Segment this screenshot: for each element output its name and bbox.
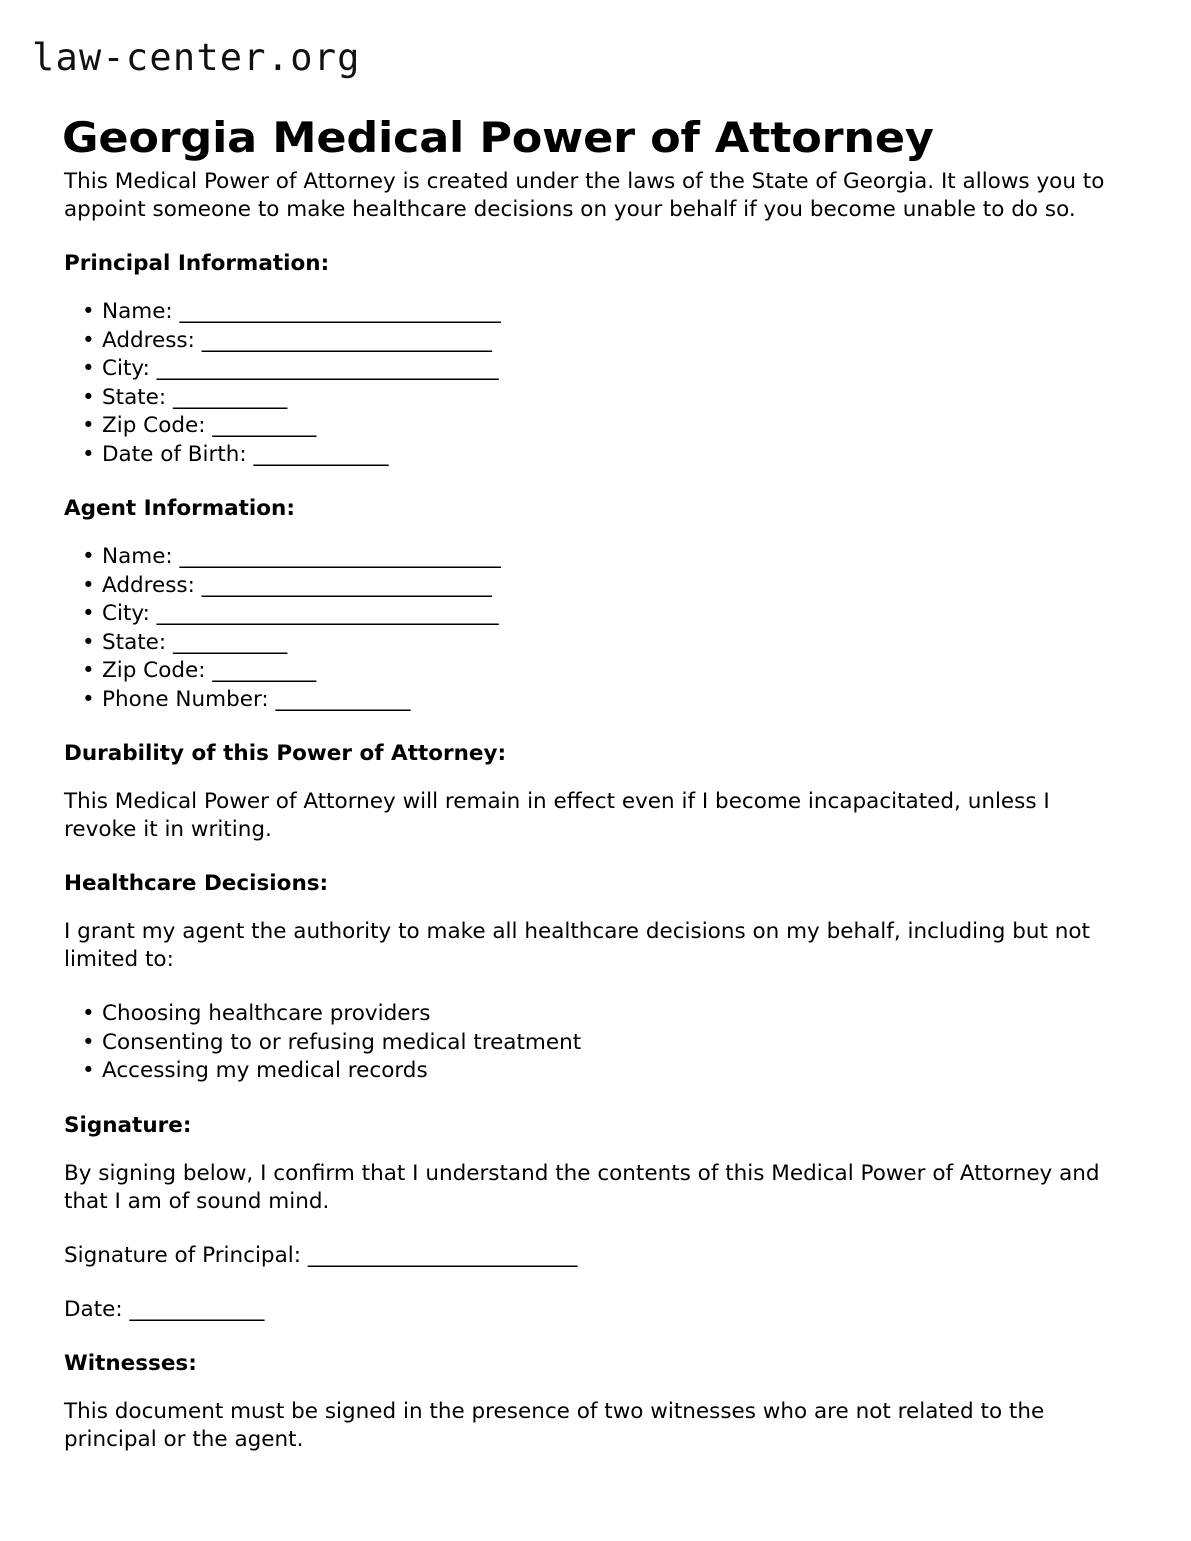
field-label: Name: — [102, 544, 173, 569]
list-item — [102, 600, 1127, 629]
list-item: • Consenting to or refusing medical treatment — [102, 1029, 1127, 1058]
field-label: City: — [102, 356, 150, 381]
list-item — [102, 686, 1127, 715]
field-blank[interactable]: ____________________________ — [201, 572, 492, 598]
section-heading-principal-information: Principal Information: — [64, 251, 330, 276]
signature-date-label: Date: — [64, 1296, 123, 1322]
signature-paragraph: By signing below, I confirm that I understand the contents of this Medical Power of Attorney and that I am of sound mind. — [64, 1160, 1100, 1214]
field-label: Zip Code: — [102, 413, 206, 438]
healthcare-paragraph: I grant my agent the authority to make all healthcare decisions on my behalf, including but not limited to: — [64, 919, 1090, 972]
field-blank[interactable]: _______________________________ — [179, 544, 501, 569]
section-heading-durability: Durability of this Power of Attorney: — [64, 741, 507, 766]
section-heading-agent-information: Agent Information: — [64, 496, 295, 521]
field-label: State: — [102, 384, 167, 410]
list-item — [102, 657, 1127, 686]
field-blank[interactable]: ___________ — [173, 629, 287, 655]
section-heading-healthcare-decisions: Healthcare Decisions: — [64, 871, 329, 896]
list-item — [102, 629, 1127, 658]
field-blank[interactable]: ___________ — [173, 384, 287, 410]
field-label: State: — [102, 629, 167, 655]
field-blank[interactable]: _____________ — [253, 441, 389, 467]
list-item: • Accessing my medical records — [102, 1057, 1127, 1086]
list-item — [102, 543, 1127, 572]
signature-of-principal-line — [64, 1242, 1127, 1270]
document-body — [64, 168, 1127, 1480]
list-item — [102, 384, 1127, 413]
field-label: City: — [102, 601, 150, 626]
principal-field-list — [64, 298, 1127, 469]
list-item — [102, 572, 1127, 601]
field-blank[interactable]: _________________________________ — [156, 601, 499, 626]
field-blank[interactable]: ____________________________ — [201, 327, 492, 353]
intro-paragraph: This Medical Power of Attorney is created under the laws of the State of Georgia. It allows you to appoint someone to make healthcare decisions on your behalf if you become unable to do so. — [64, 169, 1105, 222]
field-label: Address: — [102, 327, 195, 353]
page-title: Georgia Medical Power of Attorney — [62, 113, 934, 163]
signature-of-principal-label: Signature of Principal: — [64, 1242, 301, 1268]
field-blank[interactable]: _______________________________ — [179, 299, 501, 324]
agent-field-list — [64, 543, 1127, 714]
field-label: Name: — [102, 299, 173, 324]
list-item: • Choosing healthcare providers — [102, 1000, 1127, 1029]
signature-date-line — [64, 1296, 1127, 1324]
field-label: Zip Code: — [102, 658, 206, 683]
signature-of-principal-blank[interactable]: __________________________ — [307, 1242, 577, 1268]
list-item — [102, 355, 1127, 384]
field-blank[interactable]: _____________ — [275, 686, 411, 712]
field-blank[interactable]: _________________________________ — [156, 356, 499, 381]
site-name: law-center.org — [32, 36, 361, 79]
field-label: Address: — [102, 572, 195, 598]
list-item — [102, 298, 1127, 327]
field-label: Date of Birth: — [102, 441, 247, 467]
field-blank[interactable]: __________ — [212, 658, 316, 683]
witnesses-paragraph: This document must be signed in the presence of two witnesses who are not related to the principal or the agent. — [64, 1398, 1045, 1452]
section-heading-witnesses: Witnesses: — [64, 1350, 197, 1376]
healthcare-authority-list — [64, 1000, 1127, 1086]
durability-paragraph: This Medical Power of Attorney will remain in effect even if I become incapacitated, unless I revoke it in writing. — [64, 789, 1050, 842]
list-item — [102, 412, 1127, 441]
field-label: Phone Number: — [102, 686, 269, 712]
field-blank[interactable]: __________ — [212, 413, 316, 438]
list-item — [102, 327, 1127, 356]
signature-date-blank[interactable]: _____________ — [129, 1296, 265, 1322]
list-item — [102, 441, 1127, 470]
section-heading-signature: Signature: — [64, 1112, 192, 1138]
